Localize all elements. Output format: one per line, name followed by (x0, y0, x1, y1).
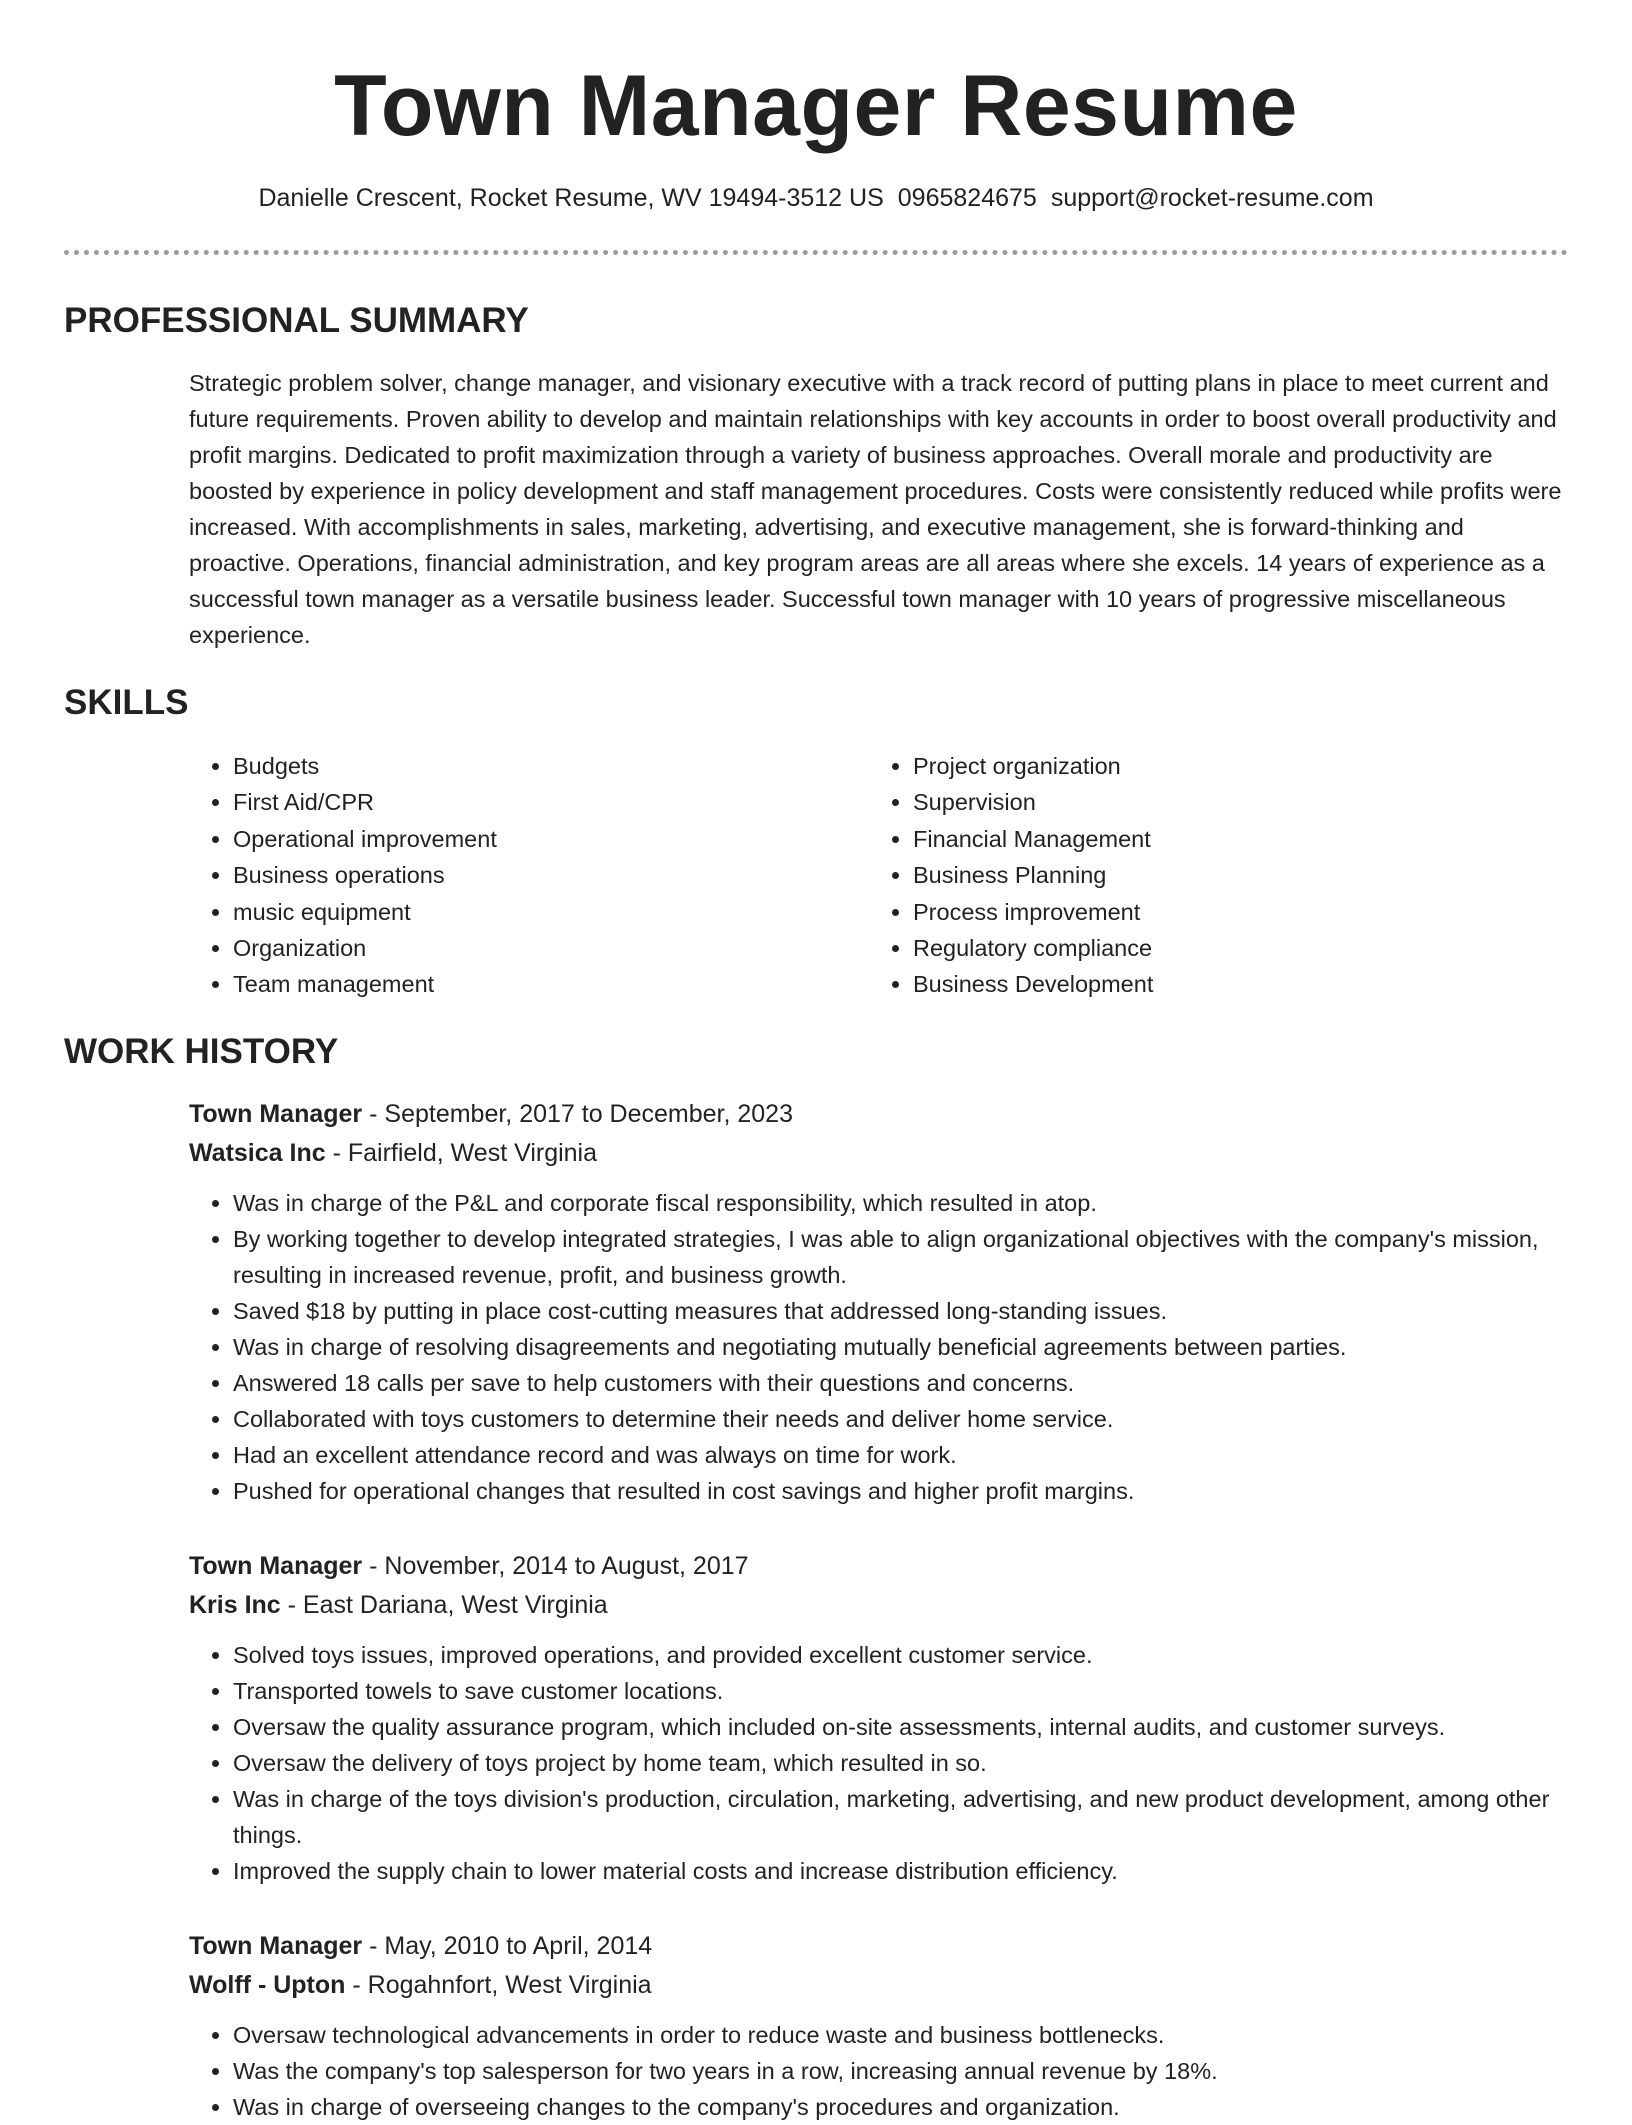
summary-heading: PROFESSIONAL SUMMARY (64, 301, 529, 340)
job-bullet: • Was in charge of the toys division's production, circulation, marketing, advertising, and new product development, among other things. (233, 1781, 1569, 1853)
job-bullet: • Had an excellent attendance record and was always on time for work. (233, 1437, 1569, 1473)
job-bullet: • Collaborated with toys customers to determine their needs and deliver home service. (233, 1401, 1569, 1437)
job-title: Town Manager (189, 1552, 363, 1580)
job-bullet: • Was the company's top salesperson for two years in a row, increasing annual revenue by 18%. (233, 2053, 1569, 2089)
job-dates: - May, 2010 to April, 2014 (362, 1932, 653, 1960)
job-bullet: • Oversaw the quality assurance program, which included on-site assessments, internal audits, and customer surveys. (233, 1709, 1569, 1745)
job-company: Kris Inc (189, 1591, 281, 1619)
skills-heading: SKILLS (64, 683, 189, 722)
job-bullet: • Improved the supply chain to lower material costs and increase distribution efficiency. (233, 1853, 1569, 1889)
contact-phone: 0965824675 (897, 184, 1037, 212)
skill-item: • Business operations (233, 857, 869, 893)
job-company-line (189, 1966, 1569, 2005)
resume-title: Town Manager Resume (334, 58, 1298, 154)
job-entry (189, 1095, 1569, 1509)
skills-column-left (189, 748, 869, 1003)
summary-text: Strategic problem solver, change manager, and visionary executive with a track record of putting plans in place to meet current and future requirements. Proven ability to develop and maintain relationships with key accounts in order to boost overall productivity and profit margins. Dedicated to profit maximization through a variety of business approaches. Overall morale and productivity are boosted by experience in policy development and staff management procedures. Costs were consistently reduced while profits were increased. With accomplishments in sales, marketing, advertising, and executive management, she is forward-thinking and proactive. Operations, financial administration, and key program areas are all areas where she excels. 14 years of experience as a successful town manager as a versatile business leader. Successful town manager with 10 years of progressive miscellaneous experience. (189, 370, 1562, 648)
job-entry (189, 1927, 1569, 2125)
job-title-line (189, 1547, 1569, 1586)
job-bullets (189, 1185, 1569, 1509)
skill-item: • Process improvement (913, 894, 1549, 930)
job-bullet: • Was in charge of the P&L and corporate fiscal responsibility, which resulted in atop. (233, 1185, 1569, 1221)
job-location: - Fairfield, West Virginia (325, 1139, 598, 1167)
job-bullet: • Saved $18 by putting in place cost-cutting measures that addressed long-standing issues. (233, 1293, 1569, 1329)
job-company: Wolff - Upton (189, 1971, 346, 1999)
job-bullet: • Was in charge of overseeing changes to the company's procedures and organization. (233, 2089, 1569, 2125)
skill-item: • First Aid/CPR (233, 784, 869, 820)
skill-item: • Operational improvement (233, 821, 869, 857)
job-location: - East Dariana, West Virginia (280, 1591, 608, 1619)
skill-item: • Supervision (913, 784, 1549, 820)
skills-list (189, 748, 1569, 1003)
contact-email: support@rocket-resume.com (1050, 184, 1374, 212)
work-history-heading: WORK HISTORY (64, 1032, 339, 1071)
job-company-line (189, 1134, 1569, 1173)
skill-item: • Project organization (913, 748, 1549, 784)
skill-item: • Business Development (913, 966, 1549, 1002)
job-bullet: • By working together to develop integrated strategies, I was able to align organizational objectives with the company's mission, resulting in increased revenue, profit, and business growth. (233, 1221, 1569, 1293)
job-title: Town Manager (189, 1100, 363, 1128)
skill-item: • Financial Management (913, 821, 1549, 857)
job-title-line (189, 1927, 1569, 1966)
skill-item: • music equipment (233, 894, 869, 930)
skill-item: • Budgets (233, 748, 869, 784)
job-bullet: • Pushed for operational changes that resulted in cost savings and higher profit margins. (233, 1473, 1569, 1509)
job-dates: - September, 2017 to December, 2023 (362, 1100, 793, 1128)
header-divider (64, 250, 1568, 255)
job-entry (189, 1547, 1569, 1889)
job-location: - Rogahnfort, West Virginia (345, 1971, 652, 1999)
job-bullet: • Was in charge of resolving disagreements and negotiating mutually beneficial agreements between parties. (233, 1329, 1569, 1365)
contact-address: Danielle Crescent, Rocket Resume, WV 19494-3512 US (258, 184, 884, 212)
job-bullets (189, 2017, 1569, 2125)
skill-item: • Organization (233, 930, 869, 966)
contact-line (0, 180, 1632, 216)
job-title-line (189, 1095, 1569, 1134)
job-dates: - November, 2014 to August, 2017 (362, 1552, 749, 1580)
skill-item: • Regulatory compliance (913, 930, 1549, 966)
job-bullet: • Answered 18 calls per save to help customers with their questions and concerns. (233, 1365, 1569, 1401)
skill-item: • Team management (233, 966, 869, 1002)
job-company: Watsica Inc (189, 1139, 326, 1167)
job-company-line (189, 1586, 1569, 1625)
skills-column-right (869, 748, 1549, 1003)
job-bullet: • Oversaw technological advancements in order to reduce waste and business bottlenecks. (233, 2017, 1569, 2053)
job-title: Town Manager (189, 1932, 363, 1960)
job-bullets (189, 1637, 1569, 1889)
skill-item: • Business Planning (913, 857, 1549, 893)
job-bullet: • Oversaw the delivery of toys project by home team, which resulted in so. (233, 1745, 1569, 1781)
job-bullet: • Transported towels to save customer locations. (233, 1673, 1569, 1709)
job-bullet: • Solved toys issues, improved operations, and provided excellent customer service. (233, 1637, 1569, 1673)
